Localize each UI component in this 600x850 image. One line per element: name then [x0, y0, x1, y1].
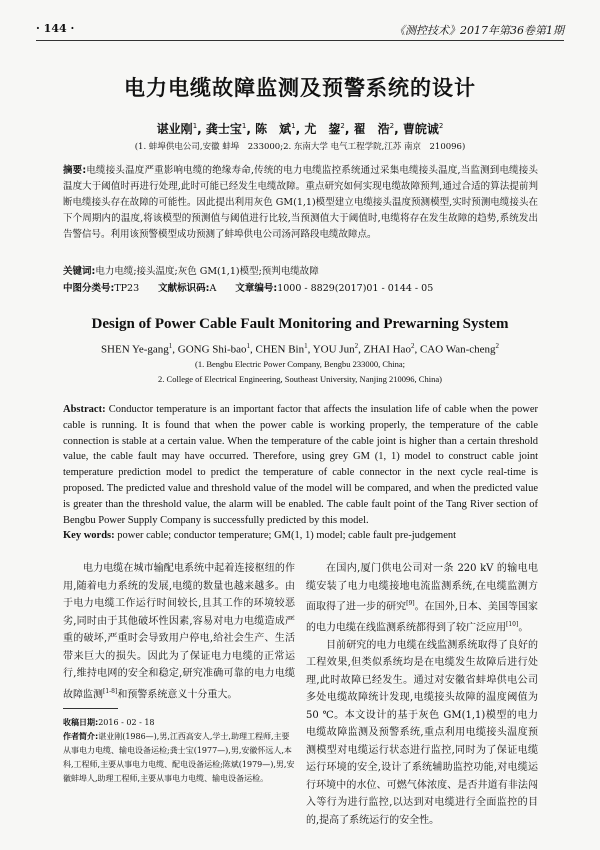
keywords-text: 电力电缆;接头温度;灰色 GM(1,1)模型;预判电缆故障 [95, 266, 319, 277]
author-affiliation-mark: 1 [168, 342, 173, 350]
footnote [63, 716, 295, 786]
author-name: 曹皖诚 [402, 122, 439, 136]
paragraph [306, 560, 538, 637]
abstract-label: Abstract: [63, 404, 106, 415]
paragraph-text: 和预警系统意义十分重大。 [117, 688, 238, 700]
affiliation-chinese: (1. 蚌埠供电公司,安徽 蚌埠 233000;2. 东南大学 电气工程学院,江苏 南京 210096) [134, 142, 466, 152]
keywords-text: power cable; conductor temperature; GM(1, 1) model; cable fault pre-judgement [117, 530, 457, 541]
received-label: 收稿日期: [63, 718, 99, 727]
title-english: Design of Power Cable Fault Monitoring and Prewarning System [91, 316, 509, 332]
author-affiliation-mark: 1 [246, 342, 251, 350]
author-list-english: SHEN Ye-gang$^1$, GONG Shi-bao$^1$, CHEN Bin$^1$, YOU Jun$^2$, ZHAI Hao$^2$, CAO Wan-cheng$^2$ [100, 342, 500, 356]
author-affiliation-mark: 2 [495, 342, 500, 350]
citation: [10] [506, 620, 519, 628]
title-chinese: 电力电缆故障监测及预警系统的设计 [124, 76, 476, 100]
author-affiliation-mark: 2 [389, 122, 395, 130]
author-name: 翟 浩 [353, 122, 390, 136]
author-affiliation-mark: 1 [192, 122, 198, 130]
keywords-english [63, 530, 538, 541]
author-affiliation-mark: 1 [241, 122, 247, 130]
citation: [9] [406, 600, 415, 607]
article-number-value: 1000 - 8829(2017)01 - 0144 - 05 [277, 283, 434, 294]
citation: [1-8] [103, 687, 118, 695]
author-name: 龚士宝 [205, 122, 242, 136]
doc-code-value: A [209, 283, 217, 294]
author-affiliation-mark: 1 [304, 342, 308, 350]
paragraph-text: 在国内,厦门供电公司对一条 220 kV 的输电电缆安装了电力电缆接地电流监测系统,在电缆监测方面取得了进一步的研究 [306, 563, 538, 613]
journal-citation: 《测控技术》2017年第36卷第1期 [394, 24, 564, 37]
keywords-label: Key words: [63, 530, 115, 541]
paragraph-text: 电力电缆在城市输配电系统中起着连接枢纽的作用,随着电力系统的发展,电缆的数量也越来越多。由于电力电缆工作运行时间较长,且其工作的环境较恶劣,同时由于其他破坏性因素,容易对电力电缆造成严重的破坏,严重时会导致用户停电,给社会生产、生活带来巨大的损失。因此为了保证电力电缆的正常运行,维持电网的安全和稳定,研究准确可靠的电力电缆故障监测 [63, 563, 295, 700]
author-name: 谌业刚 [156, 122, 193, 136]
author-name: CHEN Bin [255, 343, 305, 356]
page-number: · 144 · [36, 22, 75, 35]
keywords-label: 关键词: [63, 266, 96, 277]
received-value: 2016 - 02 - 18 [98, 718, 155, 727]
abstract-text: Conductor temperature is an important factor that affects the insulation life of cable when the power cable is running. It is found that when the power cable is working properly, the temperature of the cable connection is stable at a certain value. When the temperature of the cable joint is higher than a certain threshold value, the cable fault may have occurred. Therefore, using grey GM (1, 1) model to construct cable joint temperature prediction model to predict the temperature of cable connector in the next cycle real-time is proposed. The predicted value and threshold value of the model will be compared, and when the predicted value is greater than the threshold value, the alarm will be enabled. The cable fault point of the Tang River section of Bengbu Power Supply Company is successfully predicted by this model. [63, 404, 538, 526]
author-name: GONG Shi-bao [177, 343, 247, 356]
author-bio-label: 作者简介: [63, 732, 99, 741]
abstract-text: 电缆接头温度严重影响电缆的绝缘寿命,传统的电力电缆监控系统通过采集电缆接头温度,当监测到电缆接头温度大于阈值时再进行处理,此时可能已经发生电缆故障。重点研究如何实现电缆故障预判,通过合适的算法提前判断电缆接头存在故障的可能性。因此提出利用灰色 GM(1,1)模型建立电缆接头温度预测模型,实时预测电缆接头在下个周期内的温度,将该模型的预测值与阈值进行比较,当预测值大于阈值时,电缆将存在发生故障的趋势,系统发出告警信号。利用该预警模型成功预测了蚌埠供电公司汤河路段电缆故障点。 [63, 165, 538, 240]
paragraph [63, 560, 295, 703]
clc-value: TP23 [114, 283, 140, 294]
received-date [63, 716, 295, 730]
running-header [36, 20, 564, 41]
abstract-english [63, 402, 538, 528]
author-name: ZHAI Hao [363, 343, 411, 356]
affiliation-english-1: (1. Bengbu Electric Power Company, Bengbu 233000, China; [194, 359, 406, 369]
author-affiliation-mark: 2 [438, 122, 444, 130]
clc-label: 中图分类号: [63, 283, 115, 294]
author-list-chinese: 谌业刚$^1$, 龚士宝$^1$, 陈 斌$^1$, 尤 鋆$^2$, 翟 浩$^2$, 曹皖诚$^2$ [156, 122, 444, 136]
author-bio [63, 730, 295, 786]
author-name: SHEN Ye-gang [100, 343, 169, 356]
doc-code-label: 文献标识码: [158, 283, 210, 294]
author-affiliation-mark: 2 [340, 122, 345, 130]
author-name: 陈 斌 [255, 122, 292, 136]
author-name: 尤 鋆 [304, 122, 341, 136]
body-column-right [306, 560, 538, 829]
author-bio-text: 谌业刚(1986—),男,江西高安人,学士,助理工程师,主要从事电力电缆、输电设备运检;龚士宝(1977—),男,安徽怀远人,本科,工程师,主要从事电力电缆、配电设备运检;陈斌(1979—),男,安徽蚌埠人,助理工程师,主要从事电力电缆、输电设备运检。 [63, 732, 295, 783]
paragraph-text: 。在国外,日本、美国等国家的电力电缆在线监测系统都得到了较广泛应用 [306, 601, 538, 634]
author-name: YOU Jun [312, 343, 355, 356]
abstract-label: 摘要: [63, 165, 87, 176]
author-name: CAO Wan-cheng [419, 343, 496, 356]
author-affiliation-mark: 2 [410, 342, 415, 350]
footnote-rule [63, 708, 118, 709]
abstract-chinese [63, 163, 538, 243]
classification-line [63, 280, 538, 294]
keywords-chinese [63, 263, 538, 277]
author-affiliation-mark: 2 [354, 342, 359, 350]
paragraph: 目前研究的电力电缆在线监测系统取得了良好的工程效果,但类似系统均是在电缆发生故障后进行处理,此时故障已经发生。通过对安徽省蚌埠供电公司多处电缆故障统计发现,电缆接头故障的温度阈值为 50 ℃。本文设计的基于灰色 GM(1,1)模型的电力电缆故障监测及预警系统,重点利用电缆接头温度预测模型对电缆运行状态进行监控,同时为了保证电缆运行环境的安全,设计了系统辅助监控功能,对电缆运行环境中的水位、可燃气体浓度、是否井道有非法闯入等行为进行监控,以达到对电缆进行全面监控的目的,提高了系统运行的安全性。 [306, 639, 538, 826]
affiliation-english-2: 2. College of Electrical Engineering, Southeast University, Nanjing 210096, China) [158, 374, 442, 384]
author-affiliation-mark: 1 [291, 122, 296, 130]
body-column-left [63, 560, 295, 703]
article-number-label: 文章编号: [235, 283, 278, 294]
paragraph-text: 。 [518, 622, 529, 634]
